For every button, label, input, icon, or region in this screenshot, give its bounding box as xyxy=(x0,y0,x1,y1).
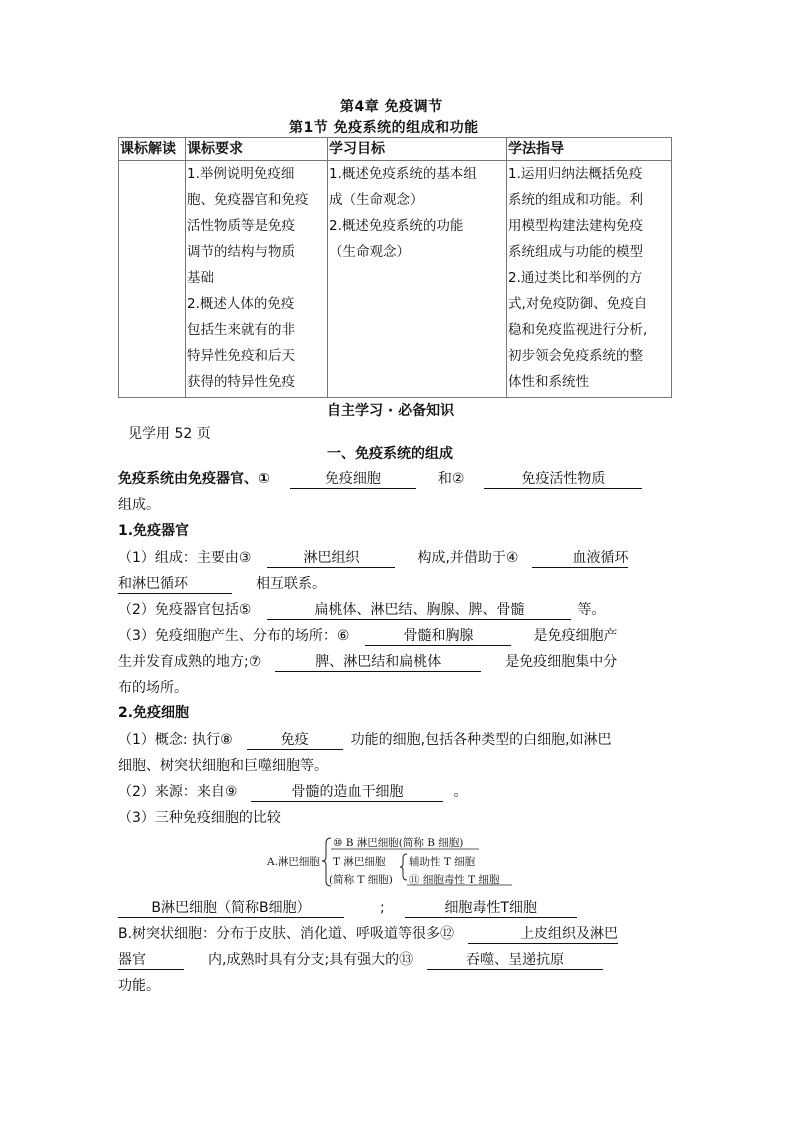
cells-p2-end: 。 xyxy=(453,784,468,800)
requirement-line: 活性物质等是免疫 xyxy=(187,218,295,234)
curriculum-standards-table xyxy=(118,137,672,398)
organs-p3-line2 xyxy=(118,649,617,675)
study-header: 自主学习 · 必备知识 xyxy=(327,403,455,419)
method-line: 式,对免疫防御、免疫自 xyxy=(508,296,648,312)
cells-p3: （3）三种免疫细胞的比较 xyxy=(118,810,281,826)
blank-4-answer-b: 和淋巴循环 xyxy=(118,575,232,594)
dendritic-line2 xyxy=(118,947,603,973)
organs-p3-mid: 是免疫细胞产 xyxy=(533,628,618,644)
organs-p2 xyxy=(118,597,605,623)
requirement-line: 包括生来就有的非 xyxy=(187,322,295,338)
blank-10-answer: B淋巴细胞（简称B细胞） xyxy=(118,899,344,918)
cells-p1-mid: 功能的细胞,包括各种类型的白细胞,如淋巴 xyxy=(350,732,612,748)
goal-line: 2.概述免疫系统的功能 xyxy=(329,218,464,234)
diagram-t-sub-1: 辅助性 T 细胞 xyxy=(409,856,476,868)
diagram-t-sub-2: ⑪ 细胞毒性 T 细胞 xyxy=(409,874,500,886)
blank-3-answer: 淋巴组织 xyxy=(267,549,395,568)
blank-8-answer: 免疫 xyxy=(247,731,343,750)
blank-4-answer-a: 血液循环 xyxy=(532,549,628,568)
chapter-title: 第4章 免疫调节 xyxy=(340,99,443,115)
dendritic-text: B.树突状细胞：分布于皮肤、消化道、呼吸道等很多⑫ xyxy=(118,926,455,942)
intro-text: 免疫系统由免疫器官、① xyxy=(118,471,270,487)
intro-text-2: 和② xyxy=(437,471,465,487)
blank-7-answer: 脾、淋巴结和扁桃体 xyxy=(275,653,481,672)
cells-p2 xyxy=(118,779,467,805)
organs-p3-mid2: 是免疫细胞集中分 xyxy=(505,654,618,670)
blank-6-answer: 骨髓和胸腺 xyxy=(365,627,511,646)
method-line: 初步领会免疫系统的整 xyxy=(508,348,643,364)
organs-p1-line1 xyxy=(118,545,628,571)
row-label: 课标解读 xyxy=(120,141,176,157)
organs-heading: 1.免疫器官 xyxy=(118,523,190,539)
requirement-line: 调节的结构与物质 xyxy=(187,244,295,260)
cells-p1-text: （1）概念: 执行⑧ xyxy=(118,732,233,748)
lymphocyte-classification-diagram xyxy=(265,834,515,890)
blank-13-answer: 吞噬、呈递抗原 xyxy=(427,951,603,970)
diagram-root: A.淋巴细胞 xyxy=(267,856,320,868)
blank-2-answer: 免疫活性物质 xyxy=(484,470,642,489)
cells-heading: 2.免疫细胞 xyxy=(118,705,190,721)
header-methods: 学法指导 xyxy=(507,138,672,161)
organs-p3-line1 xyxy=(118,623,617,649)
cells-p1-line1 xyxy=(118,727,612,753)
section-title: 第1节 免疫系统的组成和功能 xyxy=(289,120,479,136)
blank-1-answer: 免疫细胞 xyxy=(290,470,416,489)
organs-p3-line2-text: 生并发育成熟的地方;⑦ xyxy=(118,654,262,670)
requirement-line: 1.举例说明免疫细 xyxy=(187,166,295,182)
goal-line: 成（生命观念） xyxy=(329,192,424,208)
blank-12-answer-b: 器官 xyxy=(118,951,184,970)
organs-p1-line2 xyxy=(118,571,326,597)
header-goals: 学习目标 xyxy=(328,138,507,161)
diagram-t-branch-2: (简称 T 细胞) xyxy=(329,874,393,886)
organs-p2-text: （2）免疫器官包括⑤ xyxy=(118,602,252,618)
method-line: 2.通过类比和举例的方 xyxy=(508,270,643,286)
intro-line-1 xyxy=(118,466,642,492)
method-line: 体性和系统性 xyxy=(508,374,589,390)
method-line: 1.运用归纳法概括免疫 xyxy=(508,166,643,182)
organs-p1-mid: 构成,并借助于④ xyxy=(417,550,519,566)
page-reference: 见学用 52 页 xyxy=(128,426,211,442)
blank-12-answer-a: 上皮组织及淋巴 xyxy=(468,925,618,944)
method-line: 系统组成与功能的模型 xyxy=(508,244,643,260)
cells-p2-text: （2）来源：来自⑨ xyxy=(118,784,238,800)
requirement-line: 基础 xyxy=(187,270,214,286)
dendritic-line1 xyxy=(118,921,618,947)
row-label-cell xyxy=(119,138,186,161)
organs-p3-text: （3）免疫细胞产生、分布的场所：⑥ xyxy=(118,628,350,644)
blank-11-answer: 细胞毒性T细胞 xyxy=(405,899,577,918)
cells-p1-line2: 细胞、树突状细胞和巨噬细胞等。 xyxy=(118,758,328,774)
cells-answers-10-11 xyxy=(118,895,577,921)
dendritic-line3: 功能。 xyxy=(118,978,160,994)
method-line: 稳和免疫监视进行分析, xyxy=(508,322,648,338)
organs-p1-end: 相互联系。 xyxy=(256,576,326,592)
dendritic-mid: 内,成熟时具有分支;具有强大的⑬ xyxy=(208,952,414,968)
method-line: 系统的组成和功能。利 xyxy=(508,192,643,208)
diagram-t-branch-1: T 淋巴细胞 xyxy=(333,856,386,868)
requirement-line: 2.概述人体的免疫 xyxy=(187,296,295,312)
requirement-line: 特异性免疫和后天 xyxy=(187,348,295,364)
requirement-line: 获得的特异性免疫 xyxy=(187,374,295,390)
organs-p2-end: 等。 xyxy=(577,602,606,618)
part1-title: 一、免疫系统的组成 xyxy=(327,446,453,462)
diagram-b-branch: ⑩ B 淋巴细胞(简称 B 细胞) xyxy=(333,837,464,849)
goal-line: （生命观念） xyxy=(329,244,410,260)
row-label-body xyxy=(119,161,186,398)
header-requirements: 课标要求 xyxy=(186,138,328,161)
goal-line: 1.概述免疫系统的基本组 xyxy=(329,166,477,182)
blank-9-answer: 骨髓的造血干细胞 xyxy=(251,783,443,802)
requirements-cell xyxy=(186,161,328,398)
methods-cell xyxy=(507,161,672,398)
goals-cell xyxy=(328,161,507,398)
intro-line-2: 组成。 xyxy=(118,497,160,513)
blank-5-answer: 扁桃体、淋巴结、胸腺、脾、骨髓 xyxy=(267,601,571,620)
answers-separator: ; xyxy=(380,900,385,916)
organs-p1-text: （1）组成：主要由③ xyxy=(118,550,252,566)
requirement-line: 胞、免疫器官和免疫 xyxy=(187,192,309,208)
organs-p3-line3: 布的场所。 xyxy=(118,680,188,696)
method-line: 用模型构建法建构免疫 xyxy=(508,218,643,234)
